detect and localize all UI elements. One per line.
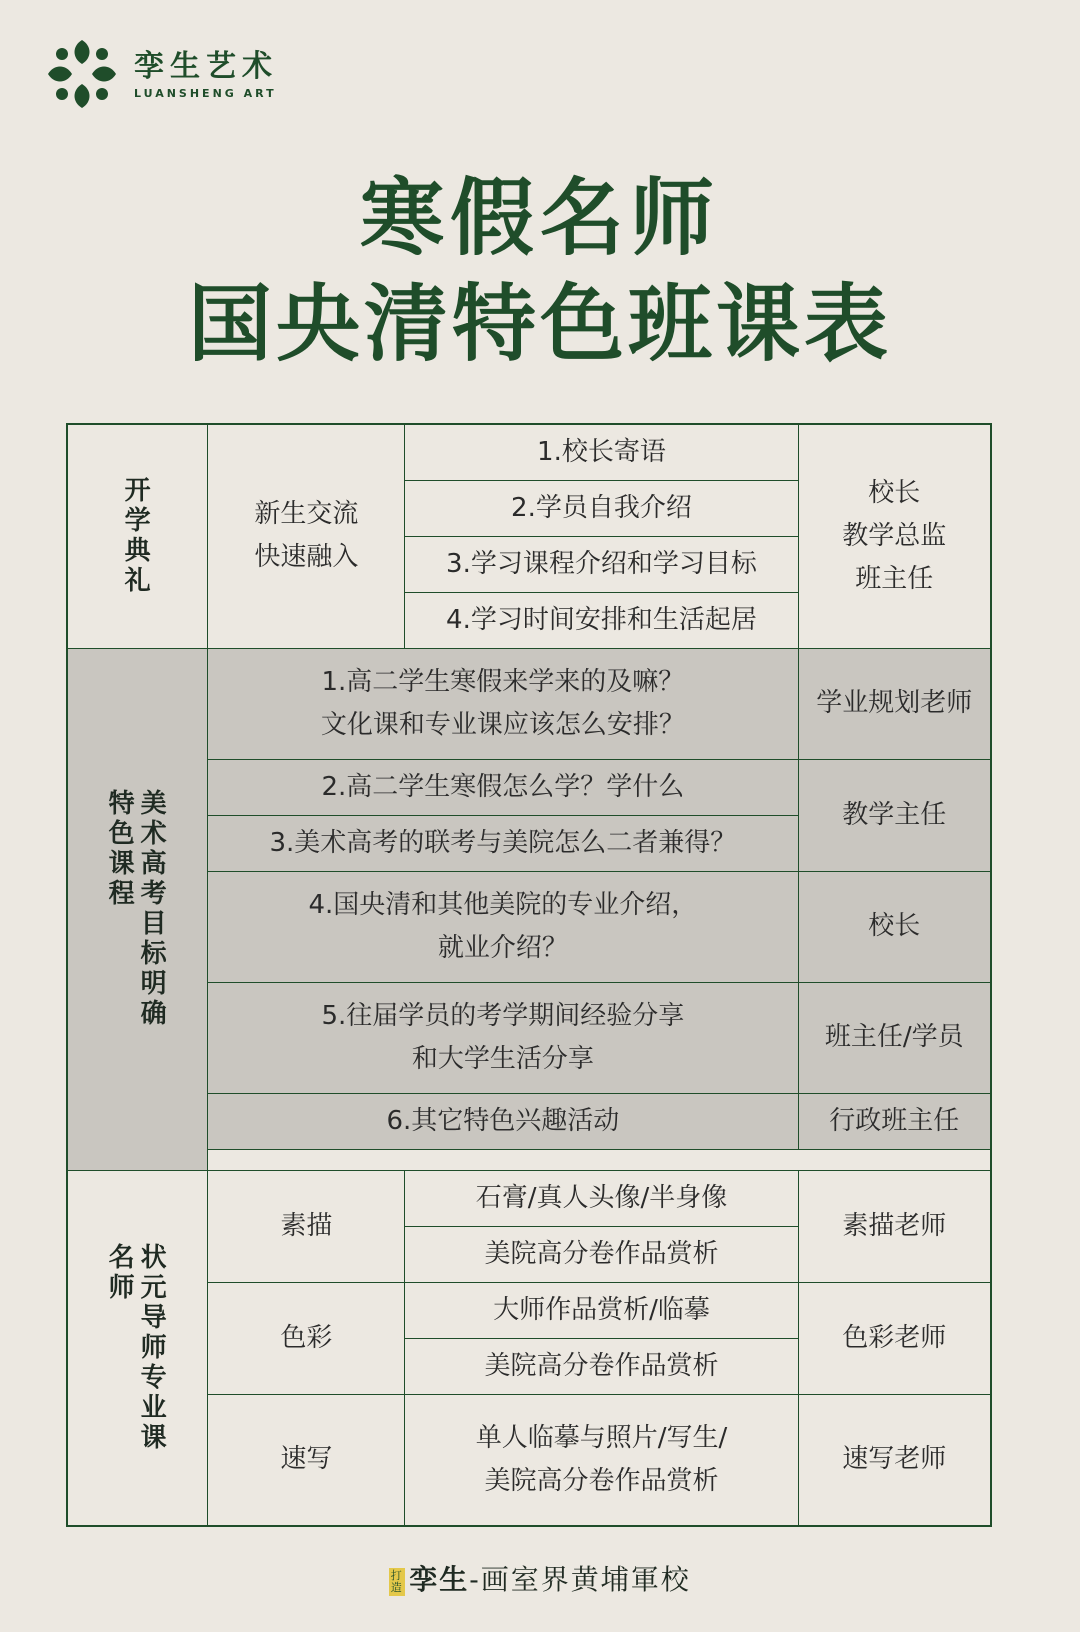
featured-item: 2.高二学生寒假怎么学？学什么	[208, 759, 798, 815]
subject-teacher: 色彩老师	[798, 1282, 991, 1394]
schedule-table	[66, 423, 992, 1527]
opening-item: 1.校长寄语	[405, 424, 798, 480]
featured-item: 4.国央清和其他美院的专业介绍， 就业介绍？	[208, 871, 798, 982]
footer-brand: 孪生	[409, 1563, 470, 1596]
subject-item: 美院高分卷作品赏析	[405, 1338, 798, 1394]
opening-item: 2.学员自我介绍	[405, 480, 798, 536]
featured-item: 6.其它特色兴趣活动	[208, 1093, 798, 1149]
featured-teacher: 行政班主任	[798, 1093, 991, 1149]
title-line-1: 寒假名师	[359, 169, 720, 267]
footer-slogan	[0, 1558, 1080, 1598]
section-label-opening: 开 学 典 礼	[67, 424, 208, 648]
clover-logo-icon	[44, 36, 120, 112]
subject-teacher: 速写老师	[798, 1394, 991, 1526]
title-line-2: 国央清特色班课表	[187, 275, 892, 373]
featured-item: 3.美术高考的联考与美院怎么二者兼得？	[208, 815, 798, 871]
brand-logo	[44, 36, 278, 112]
featured-item: 5.往届学员的考学期间经验分享 和大学生活分享	[208, 982, 798, 1093]
logo-english-text: LUANSHENG ART	[134, 86, 277, 100]
footer-slogan-text: -画室界黄埔軍校	[469, 1563, 691, 1596]
table-row	[67, 648, 991, 759]
featured-item: 1.高二学生寒假来学来的及嘛？ 文化课和专业课应该怎么安排？	[208, 648, 798, 759]
section-label-masters: 状 元 导 师 专 业 课 名 师	[67, 1170, 208, 1526]
table-row	[67, 1170, 991, 1226]
subject-item: 单人临摹与照片/写生/ 美院高分卷作品赏析	[405, 1394, 798, 1526]
featured-teacher: 校长	[798, 871, 991, 982]
featured-teacher: 教学主任	[798, 759, 991, 871]
subject-name: 素描	[208, 1170, 405, 1282]
opening-item: 4.学习时间安排和生活起居	[405, 592, 798, 648]
subject-item: 美院高分卷作品赏析	[405, 1226, 798, 1282]
subject-name: 速写	[208, 1394, 405, 1526]
subject-name: 色彩	[208, 1282, 405, 1394]
footer-stamp: 打造	[390, 1568, 404, 1594]
opening-teacher: 校长 教学总监 班主任	[798, 424, 991, 648]
featured-teacher: 学业规划老师	[798, 648, 991, 759]
opening-item: 3.学习课程介绍和学习目标	[405, 536, 798, 592]
section-label-featured: 美 术 高 考 目 标 明 确 特 色 课 程	[67, 648, 208, 1170]
logo-chinese-text: 孪生艺术	[134, 48, 278, 84]
featured-teacher: 班主任/学员	[798, 982, 991, 1093]
subject-item: 大师作品赏析/临摹	[405, 1282, 798, 1338]
subject-item: 石膏/真人头像/半身像	[405, 1170, 798, 1226]
table-row	[67, 424, 991, 480]
subject-teacher: 素描老师	[798, 1170, 991, 1282]
opening-subtitle: 新生交流 快速融入	[208, 424, 405, 648]
